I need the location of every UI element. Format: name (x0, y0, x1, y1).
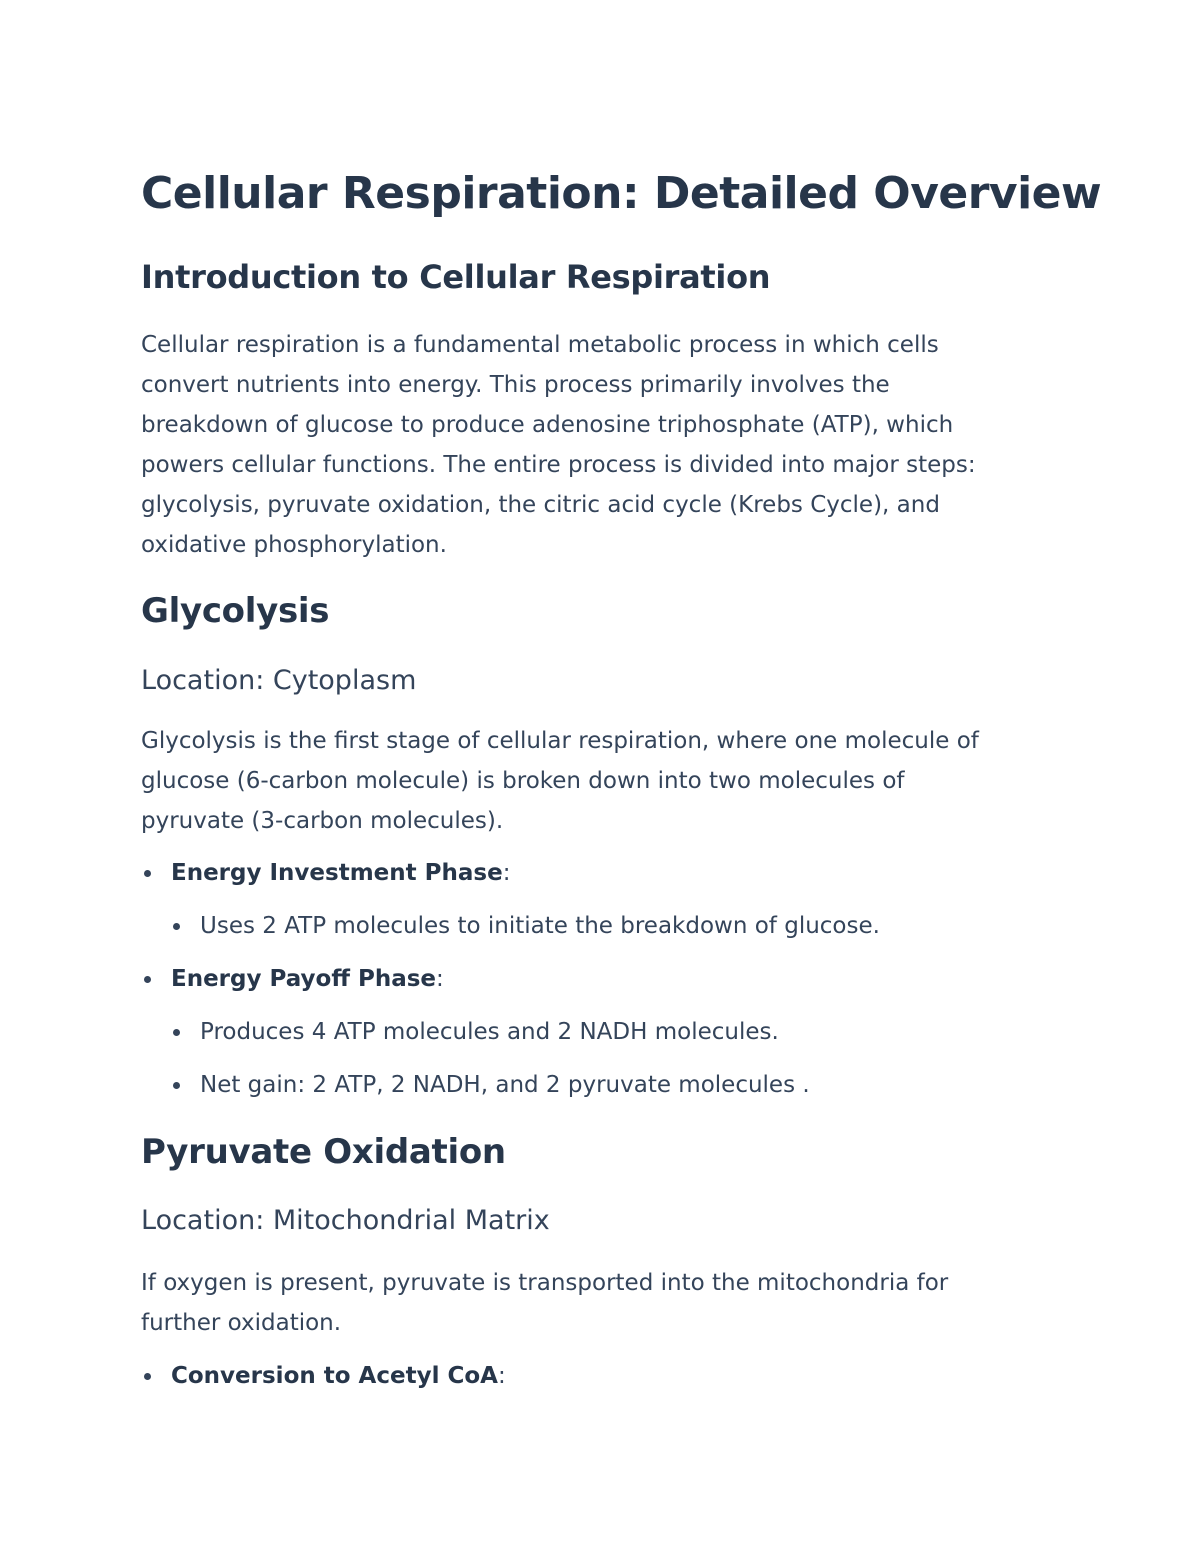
paragraph-line: oxidative phosphorylation. (141, 532, 447, 558)
glycolysis-heading: Glycolysis (141, 591, 330, 631)
list-item-energy-investment (171, 858, 510, 888)
list-item (200, 1070, 810, 1100)
pyruvate-location: Location: Mitochondrial Matrix (141, 1205, 550, 1236)
pyruvate-paragraph (141, 1263, 948, 1343)
intro-paragraph (141, 325, 976, 565)
list-item (200, 911, 880, 941)
paragraph-line: breakdown of glucose to produce adenosine triphosphate (ATP), which (141, 412, 954, 438)
list-item (200, 1017, 779, 1047)
bullet-icon (144, 870, 151, 877)
bullet-icon (144, 976, 151, 983)
list-item-label: Energy Investment Phase (171, 860, 503, 886)
pyruvate-heading: Pyruvate Oxidation (141, 1132, 506, 1172)
paragraph-line: glycolysis, pyruvate oxidation, the citric acid cycle (Krebs Cycle), and (141, 492, 940, 518)
paragraph-line: If oxygen is present, pyruvate is transported into the mitochondria for (141, 1270, 949, 1296)
paragraph-line: convert nutrients into energy. This process primarily involves the (141, 372, 890, 398)
glycolysis-location: Location: Cytoplasm (141, 665, 417, 696)
list-item-suffix: : (436, 966, 444, 992)
paragraph-line: Glycolysis is the first stage of cellular respiration, where one molecule of (141, 728, 979, 754)
paragraph-line: powers cellular functions. The entire process is divided into major steps: (141, 452, 976, 478)
page-title: Cellular Respiration: Detailed Overview (141, 168, 1102, 219)
intro-heading: Introduction to Cellular Respiration (141, 258, 771, 296)
bullet-icon (173, 923, 180, 930)
list-item-text: Produces 4 ATP molecules and 2 NADH molecules. (200, 1019, 779, 1045)
list-item-acetyl-coa (171, 1361, 506, 1391)
paragraph-line: further oxidation. (141, 1310, 342, 1336)
list-item-text: Uses 2 ATP molecules to initiate the breakdown of glucose. (200, 913, 880, 939)
list-item-suffix: : (497, 1363, 506, 1389)
list-item-label: Conversion to Acetyl CoA (171, 1363, 498, 1389)
paragraph-line: pyruvate (3-carbon molecules). (141, 808, 504, 834)
bullet-icon (173, 1082, 180, 1089)
list-item-label: Energy Payoff Phase (171, 966, 437, 992)
paragraph-line: Cellular respiration is a fundamental metabolic process in which cells (141, 332, 939, 358)
bullet-icon (144, 1373, 151, 1380)
list-item-text: Net gain: 2 ATP, 2 NADH, and 2 pyruvate molecules . (200, 1072, 810, 1098)
list-item-suffix: : (502, 860, 511, 886)
list-item-energy-payoff (171, 964, 444, 994)
glycolysis-paragraph (141, 721, 979, 841)
paragraph-line: glucose (6-carbon molecule) is broken down into two molecules of (141, 768, 905, 794)
bullet-icon (173, 1029, 180, 1036)
